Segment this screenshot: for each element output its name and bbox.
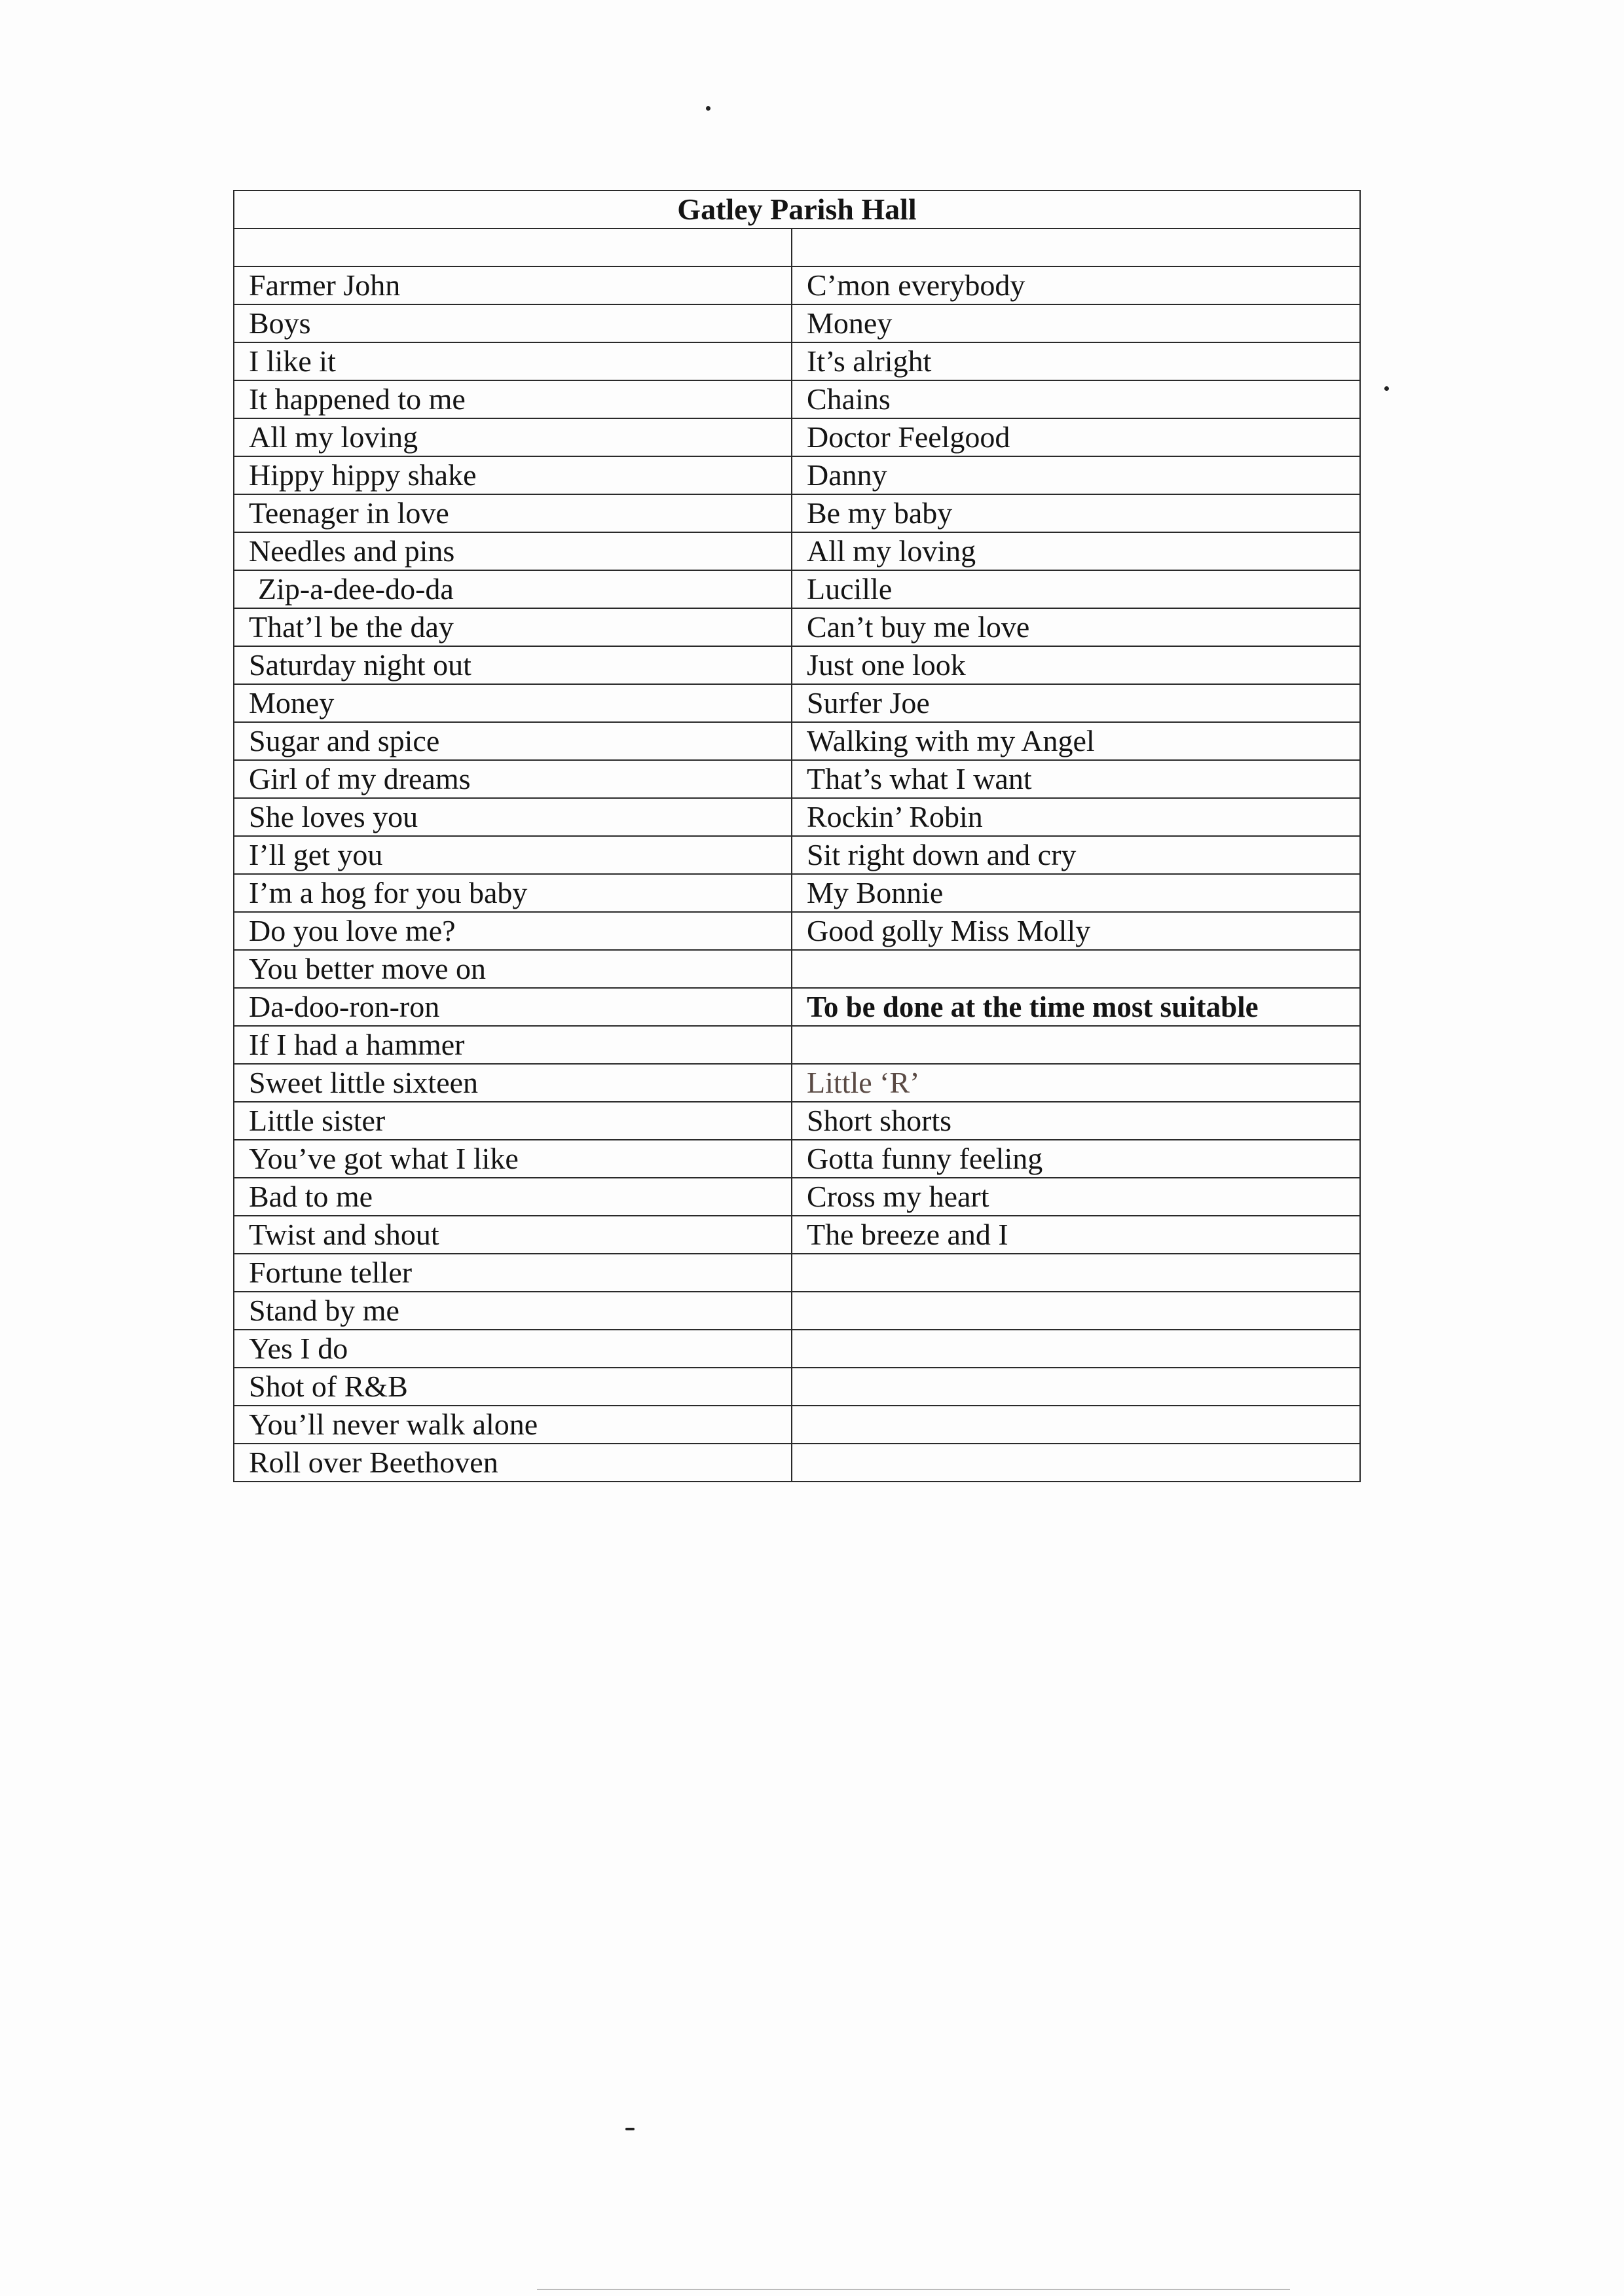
scan-speck	[706, 106, 710, 111]
song-right-cell: Lucille	[792, 570, 1360, 608]
song-right-cell: My Bonnie	[792, 874, 1360, 912]
blank-row	[234, 228, 1360, 266]
table-row	[234, 988, 1360, 1026]
song-right-cell	[792, 1292, 1360, 1330]
table-row	[234, 912, 1360, 950]
song-right-cell: Sit right down and cry	[792, 836, 1360, 874]
song-left-cell: You’ve got what I like	[234, 1140, 792, 1178]
song-left-cell: You better move on	[234, 950, 792, 988]
song-right-cell: Good golly Miss Molly	[792, 912, 1360, 950]
table-row	[234, 570, 1360, 608]
song-left-cell: Do you love me?	[234, 912, 792, 950]
table-row	[234, 494, 1360, 532]
song-right-cell: Doctor Feelgood	[792, 418, 1360, 456]
setlist-body	[234, 191, 1360, 1482]
song-right-cell: Walking with my Angel	[792, 722, 1360, 760]
table-cell-empty	[234, 228, 792, 266]
song-left-cell: Sweet little sixteen	[234, 1064, 792, 1102]
song-right-cell: It’s alright	[792, 342, 1360, 380]
song-right-cell: Just one look	[792, 646, 1360, 684]
song-left-cell: It happened to me	[234, 380, 792, 418]
song-left-cell: She loves you	[234, 798, 792, 836]
song-left-cell: Bad to me	[234, 1178, 792, 1216]
table-row	[234, 1026, 1360, 1064]
song-right-cell	[792, 1444, 1360, 1482]
table-row	[234, 532, 1360, 570]
song-left-cell: Needles and pins	[234, 532, 792, 570]
table-row	[234, 608, 1360, 646]
scan-speck	[625, 2128, 635, 2130]
song-left-cell: Farmer John	[234, 266, 792, 304]
song-right-cell: C’mon everybody	[792, 266, 1360, 304]
page-title: Gatley Parish Hall	[234, 191, 1360, 228]
song-left-cell: Boys	[234, 304, 792, 342]
song-right-cell: Can’t buy me love	[792, 608, 1360, 646]
table-row	[234, 456, 1360, 494]
song-left-cell: Yes I do	[234, 1330, 792, 1368]
scan-edge-mark	[537, 2289, 1290, 2290]
table-row	[234, 1216, 1360, 1254]
table-row	[234, 1140, 1360, 1178]
song-left-cell: I’ll get you	[234, 836, 792, 874]
song-right-cell	[792, 1368, 1360, 1406]
song-left-cell: Da-doo-ron-ron	[234, 988, 792, 1026]
song-left-cell: Stand by me	[234, 1292, 792, 1330]
song-right-cell: The breeze and I	[792, 1216, 1360, 1254]
song-left-cell: Teenager in love	[234, 494, 792, 532]
table-row	[234, 342, 1360, 380]
song-left-cell: All my loving	[234, 418, 792, 456]
table-row	[234, 1292, 1360, 1330]
song-left-cell: I like it	[234, 342, 792, 380]
song-left-cell: Hippy hippy shake	[234, 456, 792, 494]
song-left-cell: Roll over Beethoven	[234, 1444, 792, 1482]
table-row	[234, 1368, 1360, 1406]
song-left-cell: Girl of my dreams	[234, 760, 792, 798]
song-right-cell: Danny	[792, 456, 1360, 494]
song-right-cell: Cross my heart	[792, 1178, 1360, 1216]
song-right-cell: Little ‘R’	[792, 1064, 1360, 1102]
table-row	[234, 1102, 1360, 1140]
table-row	[234, 1254, 1360, 1292]
song-right-cell: All my loving	[792, 532, 1360, 570]
table-row	[234, 380, 1360, 418]
song-right-cell: That’s what I want	[792, 760, 1360, 798]
song-right-cell: Chains	[792, 380, 1360, 418]
setlist-table	[233, 190, 1361, 1482]
table-row	[234, 760, 1360, 798]
song-left-cell: Money	[234, 684, 792, 722]
table-row	[234, 874, 1360, 912]
table-row	[234, 304, 1360, 342]
song-right-cell	[792, 950, 1360, 988]
song-left-cell: Shot of R&B	[234, 1368, 792, 1406]
song-right-cell: Short shorts	[792, 1102, 1360, 1140]
table-row	[234, 1178, 1360, 1216]
table-row	[234, 1064, 1360, 1102]
table-row	[234, 418, 1360, 456]
song-left-cell: Fortune teller	[234, 1254, 792, 1292]
table-row	[234, 950, 1360, 988]
scan-speck	[1384, 386, 1389, 391]
table-row	[234, 836, 1360, 874]
song-left-cell: Saturday night out	[234, 646, 792, 684]
table-row	[234, 266, 1360, 304]
song-left-cell: You’ll never walk alone	[234, 1406, 792, 1444]
table-row	[234, 1330, 1360, 1368]
song-right-cell: Gotta funny feeling	[792, 1140, 1360, 1178]
song-right-cell: Rockin’ Robin	[792, 798, 1360, 836]
title-row	[234, 191, 1360, 228]
song-left-cell: Sugar and spice	[234, 722, 792, 760]
song-right-cell: Be my baby	[792, 494, 1360, 532]
song-right-cell	[792, 1254, 1360, 1292]
song-left-cell: I’m a hog for you baby	[234, 874, 792, 912]
song-right-cell: Surfer Joe	[792, 684, 1360, 722]
song-left-cell: Zip-a-dee-do-da	[234, 570, 792, 608]
song-right-cell	[792, 1330, 1360, 1368]
song-left-cell: Little sister	[234, 1102, 792, 1140]
table-row	[234, 684, 1360, 722]
table-row	[234, 722, 1360, 760]
table-cell-empty	[792, 228, 1360, 266]
table-row	[234, 1444, 1360, 1482]
song-left-cell: Twist and shout	[234, 1216, 792, 1254]
song-right-cell	[792, 1026, 1360, 1064]
song-left-cell: If I had a hammer	[234, 1026, 792, 1064]
table-row	[234, 646, 1360, 684]
table-row	[234, 1406, 1360, 1444]
table-row	[234, 798, 1360, 836]
song-right-cell: Money	[792, 304, 1360, 342]
song-left-cell: That’l be the day	[234, 608, 792, 646]
song-right-cell	[792, 1406, 1360, 1444]
section-note: To be done at the time most suitable	[792, 988, 1360, 1026]
